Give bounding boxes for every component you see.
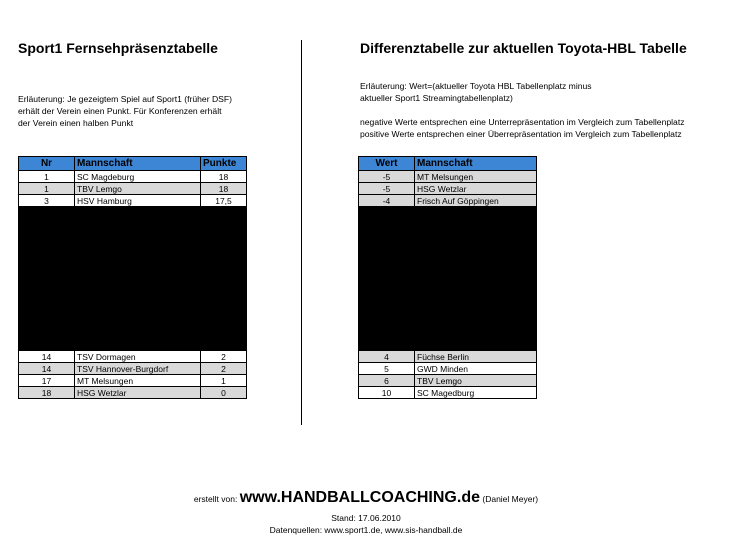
table-row xyxy=(359,387,537,399)
value-cell: 4 xyxy=(359,351,415,363)
points-cell: 2 xyxy=(201,363,247,375)
table-row xyxy=(19,351,247,363)
team-cell: Frisch Auf Göppingen xyxy=(415,195,537,207)
rank-cell: 1 xyxy=(19,171,75,183)
redacted-block xyxy=(359,207,537,351)
rank-cell: 18 xyxy=(19,387,75,399)
header-nr: Nr xyxy=(19,157,75,171)
right-note xyxy=(360,80,685,140)
left-table-header xyxy=(19,157,247,171)
left-note-line: Erläuterung: Je gezeigtem Spiel auf Sport1 (früher DSF) xyxy=(18,94,232,104)
team-cell: Füchse Berlin xyxy=(415,351,537,363)
value-cell: 6 xyxy=(359,375,415,387)
left-note-line: der Verein einen halben Punkt xyxy=(18,118,134,128)
table-row xyxy=(19,171,247,183)
value-cell: -4 xyxy=(359,195,415,207)
value-cell: -5 xyxy=(359,171,415,183)
team-cell: TSV Dormagen xyxy=(75,351,201,363)
header-team: Mannschaft xyxy=(75,157,201,171)
table-row xyxy=(359,171,537,183)
right-note-line: negative Werte entsprechen eine Unterrepräsentation im Vergleich zum Tabellenplatz xyxy=(360,117,685,127)
created-by-label: erstellt von: xyxy=(193,494,238,504)
rank-cell: 14 xyxy=(19,363,75,375)
points-cell: 0 xyxy=(201,387,247,399)
value-cell: 5 xyxy=(359,363,415,375)
header-value: Wert xyxy=(359,157,415,171)
table-row xyxy=(359,195,537,207)
right-table xyxy=(358,156,537,399)
team-cell: HSV Hamburg xyxy=(75,195,201,207)
right-note-line xyxy=(360,104,685,116)
redacted-cell xyxy=(19,207,247,351)
points-cell: 2 xyxy=(201,351,247,363)
team-cell: HSG Wetzlar xyxy=(415,183,537,195)
table-row xyxy=(19,375,247,387)
header-team: Mannschaft xyxy=(415,157,537,171)
team-cell: TBV Lemgo xyxy=(75,183,201,195)
table-row xyxy=(19,183,247,195)
rank-cell: 1 xyxy=(19,183,75,195)
team-cell: MT Melsungen xyxy=(415,171,537,183)
points-cell: 1 xyxy=(201,375,247,387)
right-note-line: positive Werte entsprechen einer Überrepräsentation im Vergleich zum Tabellenplatz xyxy=(360,129,682,139)
table-row xyxy=(19,363,247,375)
rank-cell: 3 xyxy=(19,195,75,207)
table-row xyxy=(19,387,247,399)
table-row xyxy=(359,363,537,375)
brand-link[interactable]: www.HANDBALLCOACHING.de xyxy=(239,489,480,506)
team-cell: SC Magedburg xyxy=(415,387,537,399)
team-cell: HSG Wetzlar xyxy=(75,387,201,399)
left-note xyxy=(18,93,232,129)
team-cell: TSV Hannover-Burgdorf xyxy=(75,363,201,375)
value-cell: 10 xyxy=(359,387,415,399)
team-cell: MT Melsungen xyxy=(75,375,201,387)
section-divider xyxy=(301,40,302,425)
points-cell: 18 xyxy=(201,171,247,183)
rank-cell: 14 xyxy=(19,351,75,363)
left-title: Sport1 Fernsehpräsenztabelle xyxy=(18,40,218,56)
team-cell: SC Magdeburg xyxy=(75,171,201,183)
footer-sources: Datenquellen: www.sport1.de, www.sis-handball.de xyxy=(269,525,463,535)
left-note-line: erhält der Verein einen Punkt. Für Konferenzen erhält xyxy=(18,106,222,116)
team-cell: TBV Lemgo xyxy=(415,375,537,387)
team-cell: GWD Minden xyxy=(415,363,537,375)
value-cell: -5 xyxy=(359,183,415,195)
points-cell: 17,5 xyxy=(201,195,247,207)
table-row xyxy=(359,351,537,363)
table-row xyxy=(19,195,247,207)
left-table xyxy=(18,156,247,399)
footer-date: Stand: 17.06.2010 xyxy=(331,513,401,523)
right-title: Differenztabelle zur aktuellen Toyota-HBL Tabelle xyxy=(360,40,687,56)
rank-cell: 17 xyxy=(19,375,75,387)
footer-credit xyxy=(0,489,732,507)
right-note-line: aktueller Sport1 Streamingtabellenplatz) xyxy=(360,93,513,103)
redacted-block xyxy=(19,207,247,351)
right-note-line: Erläuterung: Wert=(aktueller Toyota HBL Tabellenplatz minus xyxy=(360,81,592,91)
table-row xyxy=(359,375,537,387)
points-cell: 18 xyxy=(201,183,247,195)
redacted-cell xyxy=(359,207,537,351)
table-row xyxy=(359,183,537,195)
header-points: Punkte xyxy=(201,157,247,171)
author-label: (Daniel Meyer) xyxy=(482,494,539,504)
right-table-header xyxy=(359,157,537,171)
